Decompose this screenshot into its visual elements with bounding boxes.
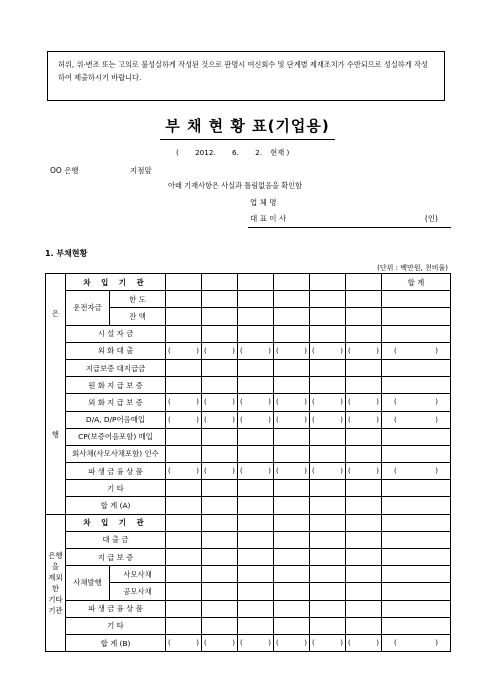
paren-cell: ( ) <box>394 398 438 407</box>
value-cell[interactable] <box>310 634 346 651</box>
value-cell[interactable] <box>274 514 310 531</box>
value-cell[interactable] <box>202 308 238 325</box>
date-open: ( <box>176 148 179 157</box>
value-cell[interactable] <box>274 411 310 428</box>
value-cell[interactable] <box>202 325 238 342</box>
paren-cell: ( ) <box>204 415 235 424</box>
value-cell[interactable] <box>238 549 274 566</box>
value-cell[interactable] <box>274 463 310 480</box>
value-cell[interactable] <box>346 291 382 308</box>
value-cell[interactable] <box>238 274 274 291</box>
value-cell[interactable] <box>166 634 202 651</box>
total-cell[interactable] <box>382 411 451 428</box>
value-cell[interactable] <box>346 274 382 291</box>
value-cell[interactable] <box>310 617 346 634</box>
value-cell[interactable] <box>310 480 346 497</box>
paren-cell: ( ) <box>168 415 199 424</box>
value-cell[interactable] <box>310 377 346 394</box>
total-cell[interactable] <box>382 583 451 600</box>
value-cell[interactable] <box>202 634 238 651</box>
bank-name: OO 은행 <box>50 166 79 175</box>
private-bond-label: 사모사채 <box>110 566 166 583</box>
value-cell[interactable] <box>202 394 238 411</box>
paren-cell: ( ) <box>348 346 379 355</box>
paren-cell: ( ) <box>276 346 307 355</box>
paren-cell: ( ) <box>168 398 199 407</box>
value-cell[interactable] <box>274 342 310 359</box>
bond-issue-label: 사채발행 <box>66 566 110 600</box>
paren-cell: ( ) <box>204 639 235 648</box>
value-cell[interactable] <box>310 428 346 445</box>
report-date <box>176 148 289 158</box>
value-cell[interactable] <box>166 617 202 634</box>
seal-mark: (인) <box>424 214 438 223</box>
value-cell[interactable] <box>202 600 238 617</box>
value-cell[interactable] <box>202 463 238 480</box>
value-cell[interactable] <box>166 497 202 514</box>
total-cell[interactable] <box>382 549 451 566</box>
value-cell[interactable] <box>310 463 346 480</box>
value-cell[interactable] <box>346 411 382 428</box>
row-label: 외 화 지 급 보 증 <box>66 394 166 411</box>
value-cell[interactable] <box>202 549 238 566</box>
paren-cell: ( ) <box>312 398 343 407</box>
row-label: 기 타 <box>66 617 166 634</box>
paren-cell: ( ) <box>348 415 379 424</box>
other-inst-side-label: 은행 을 제외 한 기타 기관 <box>46 514 66 652</box>
total-cell[interactable] <box>382 463 451 480</box>
paren-cell: ( ) <box>240 346 271 355</box>
value-cell[interactable] <box>202 411 238 428</box>
value-cell[interactable] <box>310 342 346 359</box>
value-cell[interactable] <box>346 359 382 376</box>
paren-cell: ( ) <box>240 467 271 476</box>
value-cell[interactable] <box>202 531 238 548</box>
value-cell[interactable] <box>310 291 346 308</box>
bank-side-label: 은 행 <box>46 274 66 515</box>
value-cell[interactable] <box>166 463 202 480</box>
value-cell[interactable] <box>346 325 382 342</box>
row-label: 합 계 (B) <box>66 634 166 651</box>
value-cell[interactable] <box>346 394 382 411</box>
paren-cell: ( ) <box>204 467 235 476</box>
notice-box <box>47 51 445 101</box>
value-cell[interactable] <box>202 566 238 583</box>
value-cell[interactable] <box>274 531 310 548</box>
value-cell[interactable] <box>166 394 202 411</box>
row-label: CP(보증어음포함) 매입 <box>66 428 166 445</box>
paren-cell: ( ) <box>276 415 307 424</box>
section-title: 1. 부채현황 <box>45 249 88 258</box>
value-cell[interactable] <box>202 445 238 462</box>
paren-cell: ( ) <box>394 467 438 476</box>
value-cell[interactable] <box>310 359 346 376</box>
value-cell[interactable] <box>238 308 274 325</box>
paren-cell: ( ) <box>312 346 343 355</box>
row-label: D/A, D/P어음매입 <box>66 411 166 428</box>
paren-cell: ( ) <box>276 398 307 407</box>
value-cell[interactable] <box>202 359 238 376</box>
total-cell[interactable] <box>382 342 451 359</box>
total-cell[interactable] <box>382 497 451 514</box>
branch-label: 지점앞 <box>130 166 152 175</box>
paren-cell: ( ) <box>204 346 235 355</box>
value-cell[interactable] <box>310 531 346 548</box>
value-cell[interactable] <box>238 428 274 445</box>
row-label: 외 화 대 출 <box>66 342 166 359</box>
value-cell[interactable] <box>166 359 202 376</box>
value-cell[interactable] <box>166 549 202 566</box>
date-day: 2. <box>255 148 262 157</box>
total-cell[interactable] <box>382 634 451 651</box>
value-cell[interactable] <box>202 514 238 531</box>
row-label: 지급보증 대지급금 <box>66 359 166 376</box>
value-cell[interactable] <box>166 428 202 445</box>
total-cell[interactable] <box>382 308 451 325</box>
header-lender-2: 차 입 기 관 <box>66 514 166 531</box>
value-cell[interactable] <box>166 308 202 325</box>
row-label: 파 생 금 융 상 품 <box>66 463 166 480</box>
value-cell[interactable] <box>166 480 202 497</box>
value-cell[interactable] <box>310 566 346 583</box>
value-cell[interactable] <box>310 394 346 411</box>
value-cell[interactable] <box>238 445 274 462</box>
total-cell[interactable] <box>382 325 451 342</box>
value-cell[interactable] <box>238 394 274 411</box>
total-cell[interactable] <box>382 617 451 634</box>
total-cell[interactable] <box>382 566 451 583</box>
value-cell[interactable] <box>202 274 238 291</box>
value-cell[interactable] <box>346 428 382 445</box>
value-cell[interactable] <box>166 325 202 342</box>
value-cell[interactable] <box>346 497 382 514</box>
value-cell[interactable] <box>166 342 202 359</box>
value-cell[interactable] <box>310 308 346 325</box>
notice-text: 허위, 위·변조 또는 고의로 불성실하게 작성된 것으로 판명시 여신회수 및 단계별 제재조치가 수반되므로 성실하게 작성하여 제출하시기 바랍니다. <box>58 60 428 82</box>
value-cell[interactable] <box>346 566 382 583</box>
value-cell[interactable] <box>310 411 346 428</box>
working-capital-label: 운전자금 <box>66 291 110 325</box>
public-bond-label: 공모사채 <box>110 583 166 600</box>
total-cell[interactable] <box>382 531 451 548</box>
header-total: 합 계 <box>382 274 451 291</box>
value-cell[interactable] <box>310 583 346 600</box>
value-cell[interactable] <box>310 497 346 514</box>
value-cell[interactable] <box>202 377 238 394</box>
value-cell[interactable] <box>238 531 274 548</box>
value-cell[interactable] <box>166 445 202 462</box>
row-label: 대 출 금 <box>66 531 166 548</box>
value-cell[interactable] <box>346 617 382 634</box>
paren-cell: ( ) <box>204 398 235 407</box>
value-cell[interactable] <box>346 445 382 462</box>
header-lender: 차 입 기 관 <box>66 274 166 291</box>
value-cell[interactable] <box>346 634 382 651</box>
value-cell[interactable] <box>202 342 238 359</box>
paren-cell: ( ) <box>168 639 199 648</box>
total-cell[interactable] <box>382 600 451 617</box>
total-cell[interactable] <box>382 377 451 394</box>
value-cell[interactable] <box>274 291 310 308</box>
total-cell[interactable] <box>382 291 451 308</box>
total-cell[interactable] <box>382 394 451 411</box>
company-label: 업 체 명 <box>250 198 277 207</box>
value-cell[interactable] <box>166 600 202 617</box>
value-cell[interactable] <box>166 377 202 394</box>
paren-cell: ( ) <box>394 639 438 648</box>
value-cell[interactable] <box>346 377 382 394</box>
date-year: 2012. <box>195 148 216 157</box>
value-cell[interactable] <box>166 291 202 308</box>
value-cell[interactable] <box>346 342 382 359</box>
company-name-field[interactable] <box>250 197 445 208</box>
balance-label: 잔 액 <box>110 308 166 325</box>
rep-label: 대 표 이 사 <box>250 214 287 223</box>
value-cell[interactable] <box>346 463 382 480</box>
value-cell[interactable] <box>274 445 310 462</box>
unit-note: (단위 : 백만원, 천비율) <box>377 264 448 272</box>
value-cell[interactable] <box>202 583 238 600</box>
total-cell[interactable] <box>382 480 451 497</box>
value-cell[interactable] <box>310 514 346 531</box>
value-cell[interactable] <box>346 531 382 548</box>
value-cell[interactable] <box>274 480 310 497</box>
paren-cell: ( ) <box>312 467 343 476</box>
value-cell[interactable] <box>310 549 346 566</box>
row-label: 지 급 보 증 <box>66 549 166 566</box>
value-cell[interactable] <box>202 497 238 514</box>
value-cell[interactable] <box>238 359 274 376</box>
value-cell[interactable] <box>310 445 346 462</box>
value-cell[interactable] <box>274 617 310 634</box>
value-cell[interactable] <box>238 634 274 651</box>
paren-cell: ( ) <box>394 415 438 424</box>
title-underline <box>160 139 335 140</box>
value-cell[interactable] <box>274 600 310 617</box>
value-cell[interactable] <box>310 274 346 291</box>
value-cell[interactable] <box>346 514 382 531</box>
value-cell[interactable] <box>238 566 274 583</box>
page-title: 부 채 현 황 표(기업용) <box>165 117 330 135</box>
value-cell[interactable] <box>274 566 310 583</box>
value-cell[interactable] <box>274 308 310 325</box>
value-cell[interactable] <box>274 583 310 600</box>
value-cell[interactable] <box>238 514 274 531</box>
value-cell[interactable] <box>274 428 310 445</box>
paren-cell: ( ) <box>240 398 271 407</box>
value-cell[interactable] <box>202 480 238 497</box>
value-cell[interactable] <box>238 463 274 480</box>
value-cell[interactable] <box>274 377 310 394</box>
row-label: 시 설 자 금 <box>66 325 166 342</box>
row-label: 원 화 지 급 보 증 <box>66 377 166 394</box>
date-close: ) <box>286 148 290 157</box>
paren-cell: ( ) <box>348 398 379 407</box>
limit-label: 한 도 <box>110 291 166 308</box>
value-cell[interactable] <box>238 325 274 342</box>
total-cell[interactable] <box>382 445 451 462</box>
paren-cell: ( ) <box>168 467 199 476</box>
paren-cell: ( ) <box>394 346 438 355</box>
value-cell[interactable] <box>274 497 310 514</box>
value-cell[interactable] <box>274 549 310 566</box>
paren-cell: ( ) <box>276 467 307 476</box>
total-cell[interactable] <box>382 514 451 531</box>
value-cell[interactable] <box>238 377 274 394</box>
value-cell[interactable] <box>346 480 382 497</box>
value-cell[interactable] <box>202 617 238 634</box>
value-cell[interactable] <box>274 634 310 651</box>
value-cell[interactable] <box>346 583 382 600</box>
paren-cell: ( ) <box>276 639 307 648</box>
paren-cell: ( ) <box>168 346 199 355</box>
value-cell[interactable] <box>346 308 382 325</box>
date-month: 6. <box>231 148 239 157</box>
value-cell[interactable] <box>238 480 274 497</box>
paren-cell: ( ) <box>312 415 343 424</box>
date-label: 현재 <box>270 148 285 157</box>
row-label: 기 타 <box>66 480 166 497</box>
value-cell[interactable] <box>166 531 202 548</box>
representative-field[interactable] <box>250 213 446 224</box>
row-label: 합 계 (A) <box>66 497 166 514</box>
row-label: 회사채(사모사채포함) 인수 <box>66 445 166 462</box>
representative-underline <box>248 227 451 228</box>
value-cell[interactable] <box>310 600 346 617</box>
paren-cell: ( ) <box>348 467 379 476</box>
row-label: 파 생 금 융 상 품 <box>66 600 166 617</box>
debt-table <box>45 273 451 652</box>
value-cell[interactable] <box>238 497 274 514</box>
value-cell[interactable] <box>238 411 274 428</box>
value-cell[interactable] <box>166 411 202 428</box>
value-cell[interactable] <box>166 583 202 600</box>
value-cell[interactable] <box>310 325 346 342</box>
confirm-statement: 아래 기재사항은 사실과 틀림없음을 확인함 <box>168 181 303 190</box>
value-cell[interactable] <box>202 291 238 308</box>
total-cell[interactable] <box>382 428 451 445</box>
value-cell[interactable] <box>274 359 310 376</box>
value-cell[interactable] <box>274 325 310 342</box>
value-cell[interactable] <box>202 428 238 445</box>
value-cell[interactable] <box>346 549 382 566</box>
value-cell[interactable] <box>346 600 382 617</box>
value-cell[interactable] <box>238 342 274 359</box>
value-cell[interactable] <box>238 617 274 634</box>
value-cell[interactable] <box>238 583 274 600</box>
value-cell[interactable] <box>166 274 202 291</box>
value-cell[interactable] <box>166 566 202 583</box>
paren-cell: ( ) <box>348 639 379 648</box>
paren-cell: ( ) <box>312 639 343 648</box>
paren-cell: ( ) <box>240 415 271 424</box>
value-cell[interactable] <box>274 394 310 411</box>
value-cell[interactable] <box>166 514 202 531</box>
paren-cell: ( ) <box>240 639 271 648</box>
value-cell[interactable] <box>238 600 274 617</box>
value-cell[interactable] <box>274 274 310 291</box>
value-cell[interactable] <box>238 291 274 308</box>
total-cell[interactable] <box>382 359 451 376</box>
